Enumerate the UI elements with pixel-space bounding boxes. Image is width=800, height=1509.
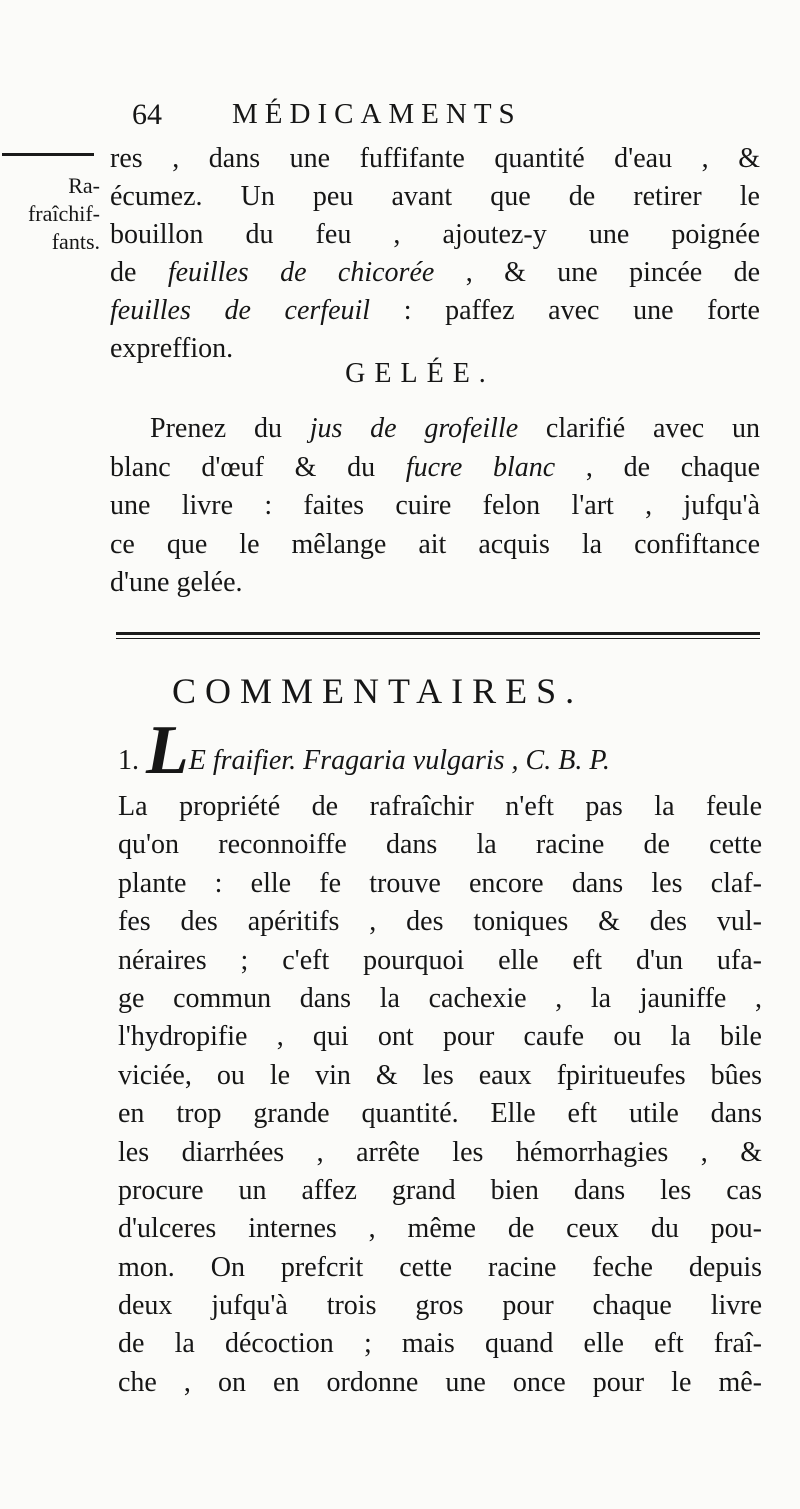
text-line: d'une gelée. (110, 567, 243, 598)
text-line: expreffion. (110, 333, 234, 364)
text-line: res , dans une fuffifante quantité d'eau , & (110, 143, 760, 174)
text-line: deux jufqu'à trois gros pour chaque livre (118, 1290, 762, 1322)
marginal-note (0, 172, 100, 256)
drop-cap: L (146, 726, 189, 788)
page-header (0, 98, 800, 142)
text-line: Prenez du jus de grofeille clarifié avec un (150, 413, 760, 444)
text-line: plante : elle fe trouve encore dans les claf- (118, 867, 762, 899)
recipe-gelee (110, 410, 760, 603)
commentary-lemma: E fraifier. Fragaria vulgaris , C. B. P. (188, 745, 610, 776)
commentary-first-line (118, 726, 762, 788)
text-line: fes des apéritifs , des toniques & des vul- (118, 906, 762, 938)
commentary-number: 1. (118, 745, 139, 776)
text-line: bouillon du feu , ajoutez-y une poignée (110, 219, 760, 250)
section-title: COMMENTAIRES. (172, 671, 584, 711)
text-line: qu'on reconnoiffe dans la racine de cette (118, 829, 762, 861)
margin-rule (2, 153, 94, 156)
text-line: écumez. Un peu avant que de retirer le (110, 181, 760, 212)
text-line: procure un affez grand bien dans les cas (118, 1174, 762, 1206)
text-line: d'ulceres internes , même de ceux du pou- (118, 1213, 762, 1245)
commentary-body (118, 726, 762, 1402)
marginal-note-line: Ra- (68, 173, 100, 198)
text-line: les diarrhées , arrête les hémorrhagies , & (118, 1136, 762, 1168)
recipe-continuation (110, 140, 760, 368)
marginal-note-line: fants. (51, 229, 100, 254)
text-line: blanc d'œuf & du fucre blanc , de chaque (110, 451, 760, 483)
text-line: che , on en ordonne une once pour le mê- (118, 1366, 762, 1398)
section-divider-thin (116, 638, 760, 639)
text-line: néraires ; c'eft pourquoi elle eft d'un ufa- (118, 944, 762, 976)
text-line: feuilles de cerfeuil : paffez avec une forte (110, 295, 760, 326)
marginal-note-line: fraîchif- (27, 201, 100, 226)
section-divider (116, 632, 760, 635)
text-line: en trop grande quantité. Elle eft utile dans (118, 1098, 762, 1130)
text-line: viciée, ou le vin & les eaux fpiritueufes bûes (118, 1059, 762, 1091)
text-line: ce que le mêlange ait acquis la confiftance (110, 528, 760, 560)
text-line: ge commun dans la cachexie , la jauniffe , (118, 982, 762, 1014)
page-number: 64 (132, 98, 162, 131)
text-line: de la décoction ; mais quand elle eft fraî- (118, 1328, 762, 1360)
text-line: La propriété de rafraîchir n'eft pas la feule (118, 791, 762, 822)
text-line: l'hydropifie , qui ont pour caufe ou la bile (118, 1021, 762, 1053)
text-line: une livre : faites cuire felon l'art , jufqu'à (110, 490, 760, 521)
text-line: de feuilles de chicorée , & une pincée de (110, 257, 760, 288)
recipe-subtitle: GELÉE. (345, 358, 495, 389)
text-line: mon. On prefcrit cette racine feche depuis (118, 1251, 762, 1283)
running-title: MÉDICAMENTS (232, 98, 522, 130)
